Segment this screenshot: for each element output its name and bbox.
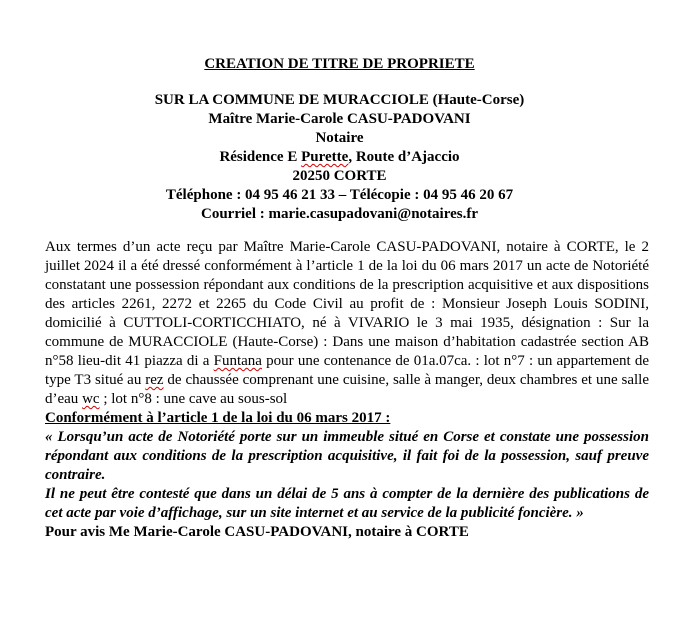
paragraph-part1: Aux termes d’un acte reçu par Maître Marie-Carole CASU-PADOVANI, notaire à CORTE, le 2 juillet 2024 il a été dressé conformément à l’article 1 de la loi du 06 mars 2017 un acte de Notoriété constatant une possession répondant aux conditions de la prescription acquisitive et aux dispositions des articles 2261, 2272 et 2265 du Code Civil au profit de : Monsieur Joseph Louis SODINI, domicilié à CUTTOLI-CORTICCHIATO, né à VIVARIO le 3 mai 1935, désignation : Sur la commune de MURACCIOLE (Haute-Corse) : Dans une maison d’habitation cadastrée section AB n°58 lieu-dit 41 piazza di a: [45, 239, 649, 369]
paragraph-word-rez: rez: [145, 372, 164, 388]
address-word: Purette: [301, 149, 349, 165]
paragraph-word-wc: wc: [82, 391, 100, 407]
document-title-text: CREATION DE TITRE DE PROPRIETE: [204, 56, 475, 72]
main-paragraph: [45, 238, 649, 409]
signoff: Pour avis Me Marie-Carole CASU-PADOVANI, notaire à CORTE: [45, 524, 469, 540]
notary-role: Notaire: [315, 130, 364, 146]
paragraph-part3: de chaussée comprenant une cuisine, salle à manger, deux chambres et une salle d’eau: [45, 372, 649, 407]
paragraph-word-funtana: Funtana: [213, 353, 262, 369]
law-quote-1: « Lorsqu’un acte de Notoriété porte sur un immeuble situé en Corse et constate une possession répondant aux conditions de la prescription acquisitive, il fait foi de la possession, sauf preuve contraire.: [45, 429, 649, 483]
notary-name: Maître Marie-Carole CASU-PADOVANI: [208, 111, 471, 127]
paragraph-part2: pour une contenance de 01a.07ca. : lot n°7 : un appartement de type T3 situé au: [45, 353, 649, 388]
commune-line: SUR LA COMMUNE DE MURACCIOLE (Haute-Corse): [154, 92, 525, 108]
document-body: [45, 238, 649, 542]
law-quote-2: Il ne peut être contesté que dans un délai de 5 ans à compter de la dernière des publications de cet acte par voie d’affichage, sur un site internet et au service de la publicité foncière. »: [45, 486, 649, 521]
email-line: Courriel : marie.casupadovani@notaires.fr: [201, 206, 478, 222]
law-heading: Conformément à l’article 1 de la loi du 06 mars 2017 :: [45, 410, 391, 426]
address-suffix: , Route d’Ajaccio: [348, 149, 460, 165]
notary-header: [0, 91, 679, 224]
address-line: [0, 148, 679, 167]
paragraph-part4: ; lot n°8 : une cave au sous-sol: [99, 391, 288, 407]
document-title: [0, 55, 679, 74]
postal-line: 20250 CORTE: [292, 168, 387, 184]
address-prefix: Résidence E: [219, 149, 302, 165]
phone-fax-line: Téléphone : 04 95 46 21 33 – Télécopie : 04 95 46 20 67: [165, 187, 514, 203]
